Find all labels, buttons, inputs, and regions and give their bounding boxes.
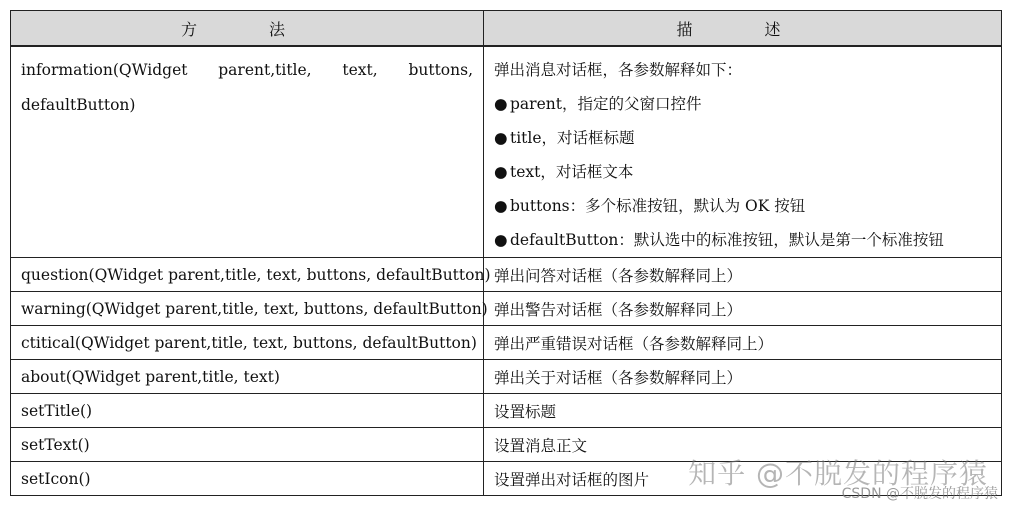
method-cell: ctitical(QWidget parent,title, text, buttons, defaultButton)	[11, 326, 484, 360]
method-cell-information: information(QWidget parent,title, text, buttons, defaultButton)	[11, 46, 484, 258]
description-cell: 设置标题	[484, 394, 1002, 428]
description-cell: 弹出关于对话框（各参数解释同上）	[484, 360, 1002, 394]
method-cell: question(QWidget parent,title, text, buttons, defaultButton)	[11, 258, 484, 292]
bullet-text: text，对话框文本	[510, 163, 634, 181]
qmessagebox-method-table	[10, 10, 1002, 496]
csdn-watermark: CSDN @不脱发的程序猿	[841, 486, 998, 502]
description-intro: 弹出消息对话框，各参数解释如下：	[494, 61, 743, 79]
bullet-text: title，对话框标题	[510, 129, 635, 147]
table-row	[11, 394, 1002, 428]
header-method: 方 法	[11, 11, 484, 47]
bullet-item-text	[494, 155, 991, 189]
method-cell: setTitle()	[11, 394, 484, 428]
header-description: 描 述	[484, 11, 1002, 47]
bullet-text: parent，指定的父窗口控件	[510, 95, 702, 113]
zhihu-watermark: 知乎 @不脱发的程序猿	[688, 457, 988, 490]
method-cell: about(QWidget parent,title, text)	[11, 360, 484, 394]
bullet-icon: ●	[494, 129, 508, 147]
bullet-item-default-button	[494, 223, 991, 257]
table-row	[11, 360, 1002, 394]
bullet-item-buttons	[494, 189, 991, 223]
method-cell: setIcon()	[11, 462, 484, 496]
description-cell: 弹出警告对话框（各参数解释同上）	[484, 292, 1002, 326]
table-row-information	[11, 46, 1002, 258]
table-row	[11, 292, 1002, 326]
description-cell: 设置弹出对话框的图片	[484, 462, 1002, 496]
table-row	[11, 326, 1002, 360]
description-cell: 弹出严重错误对话框（各参数解释同上）	[484, 326, 1002, 360]
method-cell: warning(QWidget parent,title, text, buttons, defaultButton)	[11, 292, 484, 326]
bullet-item-title	[494, 121, 991, 155]
description-cell-information	[484, 46, 1002, 258]
bullet-icon: ●	[494, 95, 508, 113]
bullet-icon: ●	[494, 231, 508, 249]
bullet-icon: ●	[494, 163, 508, 181]
bullet-text: defaultButton：默认选中的标准按钮，默认是第一个标准按钮	[510, 231, 944, 249]
description-cell: 弹出问答对话框（各参数解释同上）	[484, 258, 1002, 292]
bullet-item-parent	[494, 87, 991, 121]
table-header-row	[11, 11, 1002, 47]
bullet-text: buttons：多个标准按钮，默认为 OK 按钮	[510, 197, 806, 215]
method-cell: setText()	[11, 428, 484, 462]
table-row	[11, 258, 1002, 292]
description-cell: 设置消息正文	[484, 428, 1002, 462]
bullet-icon: ●	[494, 197, 508, 215]
